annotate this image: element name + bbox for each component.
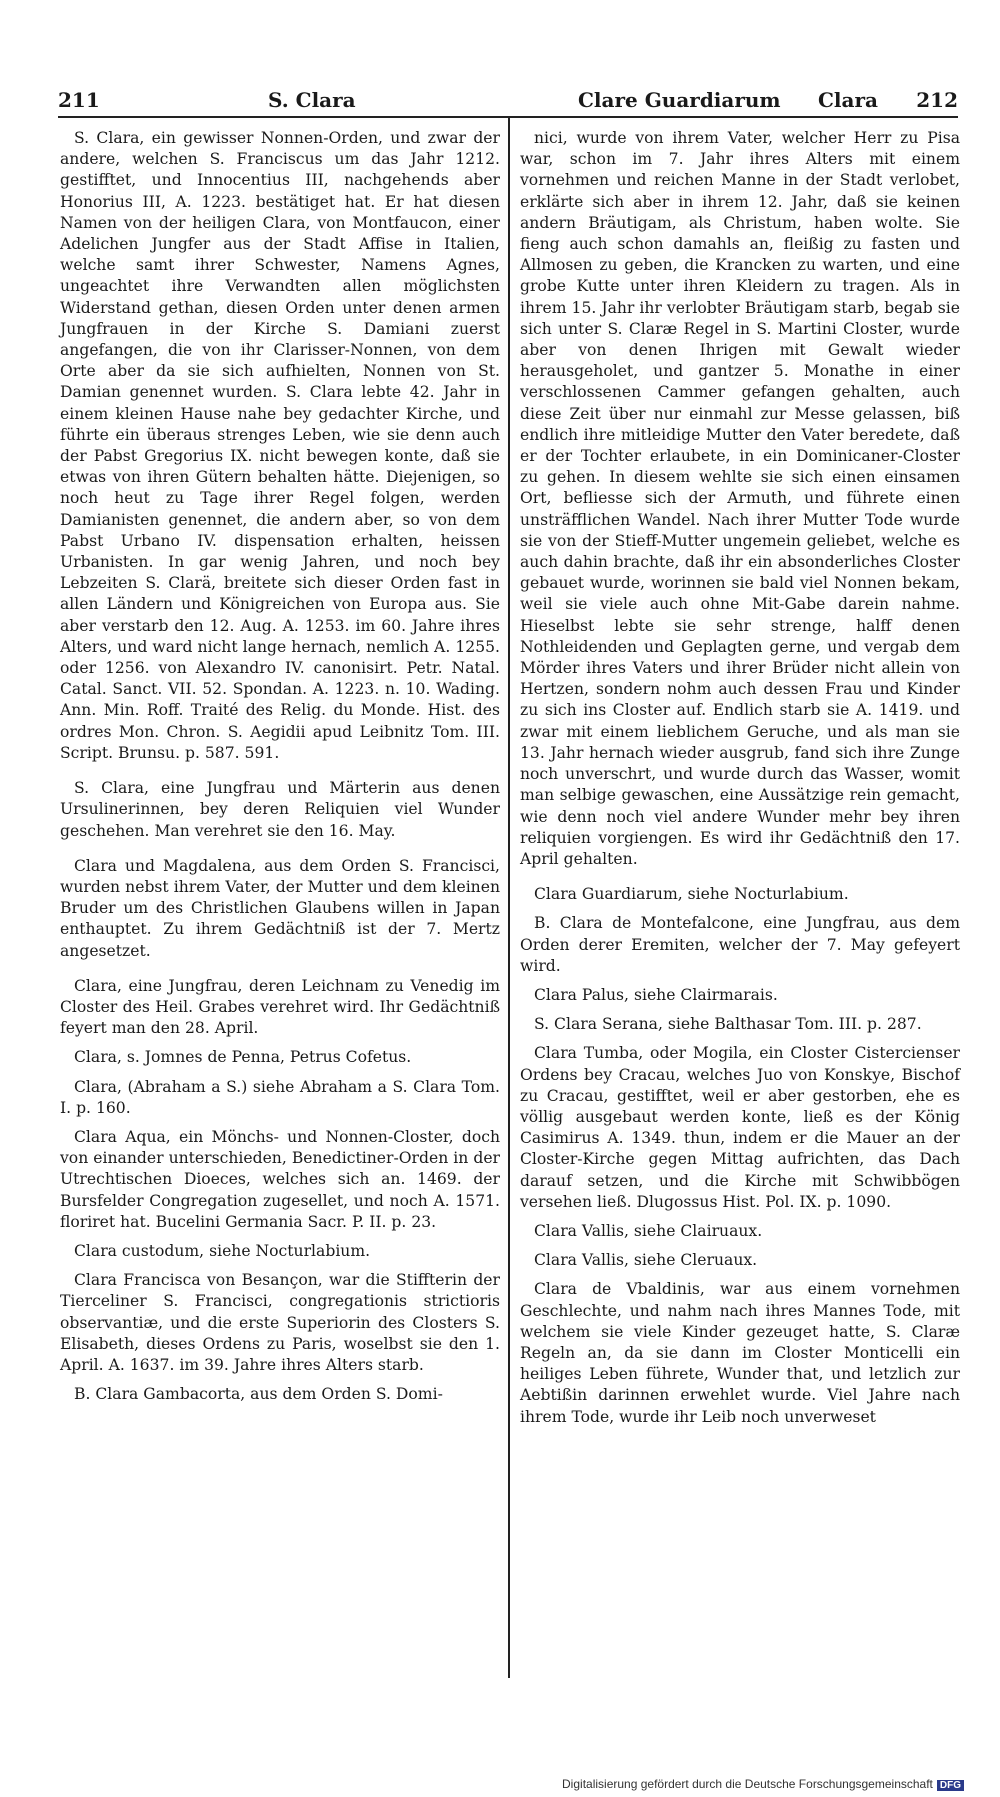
page-header	[58, 88, 958, 116]
entry-clara-serana: S. Clara Serana, siehe Balthasar Tom. III. p. 287.	[534, 1015, 922, 1034]
entry-clara-francisca: Clara Francisca von Besançon, war die Stiffterin der Tierceliner S. Francisci, congregationis strictioris observantiæ, und die erste Superiorin des Closters S. Elisabeth, dieses Ordens zu Paris, woselbst sie den 1. April. A. 1637. im 39. Jahre ihres Alters starb.	[60, 1271, 500, 1374]
entry-s-clara-ursulinerinnen: S. Clara, eine Jungfrau und Märterin aus denen Ursulinerinnen, bey deren Reliquien viel Wunder geschehen. Man verehret sie den 16. May.	[60, 779, 500, 840]
page-number-right: 212	[916, 88, 958, 112]
digitization-footer	[562, 1777, 964, 1791]
page-number-left: 211	[58, 88, 100, 112]
left-column	[60, 128, 500, 1413]
running-title-left: S. Clara	[268, 88, 356, 112]
entry-clara-tumba: Clara Tumba, oder Mogila, ein Closter Cistercienser Ordens bey Cracau, welches Juo von Konskye, Bischof zu Cracau, gestifftet, weil er aber gestorben, ehe es völlig ausgebaut werden konte, ließ es der König Casimirus A. 1349. thun, indem er die Mauer an der Closter-Kirche gegen Mittag aufrichten, das Dach darauf setzen, und die Kirche mit Schwibbögen versehen ließ. Dlugossus Hist. Pol. IX. p. 1090.	[520, 1044, 960, 1211]
entry-clara-aqua: Clara Aqua, ein Mönchs- und Nonnen-Closter, doch von einander unterschieden, Benedictiner-Orden in der Utrechtischen Dioeces, welches sich an. 1469. der Bursfelder Congregation zugesellet, und noch A. 1571. floriret hat. Bucelini Germania Sacr. P. II. p. 23.	[60, 1127, 500, 1231]
entry-clara-vbaldinis: Clara de Vbaldinis, war aus einem vornehmen Geschlechte, und nahm nach ihres Mannes Tode, mit welchem sie viele Kinder gezeuget hatte, S. Claræ Regeln an, da sie dann im Closter Monticelli ein heiliges Leben führete, Wunder that, und letzlich zur Aebtißin darinnen erwehlet wurde. Viel Jahre nach ihrem Tode, wurde ihr Leib noch unverweset	[520, 1280, 960, 1426]
entry-clara-abraham: Clara, (Abraham a S.) siehe Abraham a S. Clara Tom. I. p. 160.	[60, 1077, 500, 1117]
footer-text: Digitalisierung gefördert durch die Deutsche Forschungsgemeinschaft	[562, 1777, 933, 1791]
entry-clara-vallis-1: Clara Vallis, siehe Clairuaux.	[534, 1221, 763, 1240]
entry-clara-venedig: Clara, eine Jungfrau, deren Leichnam zu Venedig im Closter des Heil. Grabes verehret wird. Ihr Gedächtniß feyert man den 28. April.	[60, 976, 500, 1038]
column-divider	[508, 118, 510, 1678]
entry-clara-penna: Clara, s. Jomnes de Penna, Petrus Cofetus.	[74, 1048, 412, 1067]
dfg-logo-icon: DFG	[937, 1780, 964, 1791]
entry-clara-guardiarum: Clara Guardiarum, siehe Nocturlabium.	[534, 885, 849, 904]
entry-clara-custodum: Clara custodum, siehe Nocturlabium.	[74, 1241, 371, 1260]
entry-clara-magdalena: Clara und Magdalena, aus dem Orden S. Francisci, wurden nebst ihrem Vater, der Mutter und dem kleinen Bruder um des Christlichen Glaubens willen in Japan enthauptet. Zu ihrem Gedächtniß ist der 7. Mertz angesetzet.	[60, 856, 500, 960]
running-title-middle: Clare Guardiarum	[578, 88, 781, 112]
entry-clara-palus: Clara Palus, siehe Clairmarais.	[534, 985, 778, 1004]
entry-gambacorta-continued: nici, wurde von ihrem Vater, welcher Herr zu Pisa war, schon im 7. Jahr ihres Alters mit einem vornehmen und reichen Manne in der Stadt verlobet, erklärte sich aber in ihrem 12. Jahr, daß sie keinen andern Bräutigam, als Christum, haben wolte. Sie fieng auch schon damahls an, fleißig zu fasten und Allmosen zu geben, die Krancken zu warten, und eine grobe Kutte unter ihren Kleidern zu tragen. Als in ihrem 15. Jahr ihr verlobter Bräutigam starb, begab sie sich unter S. Claræ Regel in S. Martini Closter, wurde aber von denen Ihrigen mit Gewalt wieder herausgeholet, und gantzer 5. Monathe in einer verschlossenen Cammer gefangen gehalten, auch diese Zeit über nur einmahl zur Messe gelassen, biß endlich ihre mitleidige Mutter den Vater beredete, daß er der Tochter erlaubete, in ein Dominicaner-Closter zu gehen. In diesem wehlte sie sich einen einsamen Ort, befliesse sich der Armuth, und führete einen unsträfflichen Wandel. Nach ihrer Mutter Tode wurde sie von der Stieff-Mutter ungemein geliebet, welche es auch dahin brachte, daß ihr ein absonderliches Closter gebauet wurde, worinnen sie bald viel Nonnen bekam, weil sie viele auch ohne Mit-Gabe darein nahme. Hieselbst lebte sie sehr strenge, halff denen Nothleidenden und Geplagten gerne, und vergab dem Mörder ihres Vaters und ihrer Brüder nicht allein von Hertzen, sondern nohm auch dessen Frau und Kinder zu sich ins Closter auf. Endlich starb sie A. 1419. und zwar mit einem lieblichem Geruche, und als man sie 13. Jahr hernach wieder ausgrub, fand sich ihre Zunge noch unverschrt, und wurde durch das Wasser, womit man selbige gewaschen, eine Aussätzige rein gemacht, wie denn noch viel andere Wunder mehr bey ihren reliquien vorgiengen. Es wird ihr Gedächtniß den 17. April gehalten.	[520, 129, 960, 868]
entry-s-clara-orden: S. Clara, ein gewisser Nonnen-Orden, und zwar der andere, welchen S. Franciscus um das Jahr 1212. gestifftet, und Innocentius III, nachgehends aber Honorius III, A. 1223. bestätiget hat. Er hat diesen Namen von der heiligen Clara, von Montfaucon, einer Adelichen Jungfer aus der Stadt Affise in Italien, welche samt ihrer Schwester, Namens Agnes, ungeachtet ihre Verwandten allen möglichsten Widerstand gethan, diesen Orden unter denen armen Jungfrauen in der Kirche S. Damiani zuerst angefangen, die von ihr Clarisser-Nonnen, von dem Orte aber da sie sich aufhielten, Nonnen von St. Damian genennet wurden. S. Clara lebte 42. Jahr in einem kleinen Hause nahe bey gedachter Kirche, und führte ein überaus strenges Leben, wie sie denn auch der Pabst Gregorius IX. nicht bewegen konte, daß sie etwas von ihren Gütern behalten hätte. Diejenigen, so noch heut zu Tage ihrer Regel folgen, werden Damianisten genennet, die andern aber, so von dem Pabst Urbano IV. dispensation erhalten, heissen Urbanisten. In gar wenig Jahren, und noch bey Lebzeiten S. Clarä, breitete sich dieser Orden fast in allen Ländern und Königreichen von Europa aus. Sie aber verstarb den 12. Aug. A. 1253. im 60. Jahre ihres Alters, und ward nicht lange hernach, nemlich A. 1255. oder 1256. von Alexandro IV. canonisirt. Petr. Natal. Catal. Sanct. VII. 52. Spondan. A. 1223. n. 10. Wading. Ann. Min. Roff. Traité des Relig. du Monde. Hist. des ordres Mon. Chron. S. Aegidii apud Leibnitz Tom. III. Script. Brunsu. p. 587. 591.	[60, 129, 500, 762]
running-title-right: Clara	[818, 88, 878, 112]
entry-clara-gambacorta: B. Clara Gambacorta, aus dem Orden S. Domi-	[74, 1385, 443, 1404]
entry-clara-montefalcone: B. Clara de Montefalcone, eine Jungfrau, aus dem Orden derer Eremiten, welcher der 7. May gefeyert wird.	[520, 914, 960, 975]
right-column	[520, 128, 960, 1436]
entry-clara-vallis-2: Clara Vallis, siehe Cleruaux.	[534, 1251, 758, 1270]
